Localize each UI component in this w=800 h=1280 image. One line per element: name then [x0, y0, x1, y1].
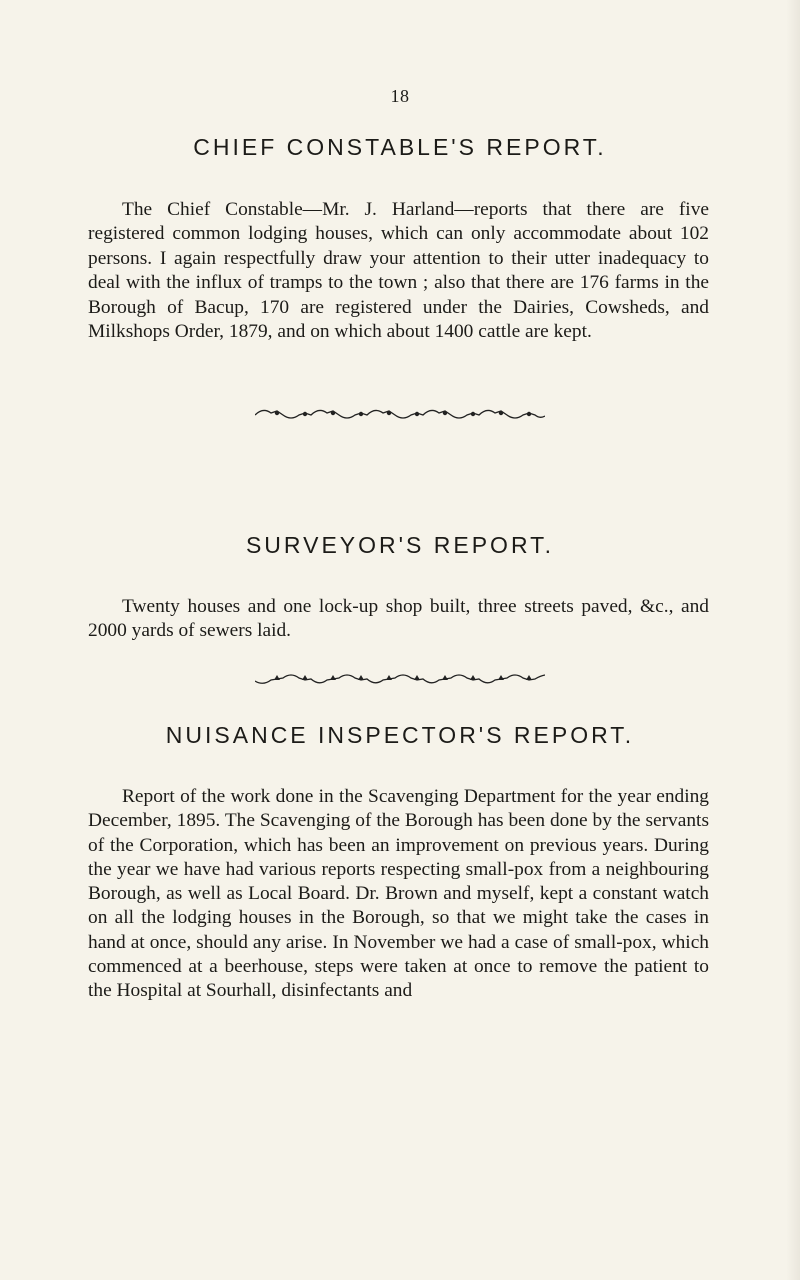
wavy-divider-icon [0, 670, 800, 690]
paragraph-surveyor: Twenty houses and one lock-up shop built, three streets paved, &c., and 2000 yards of sewers laid. [88, 596, 709, 642]
section-heading-nuisance-inspector: NUISANCE INSPECTOR'S REPORT. [165, 722, 635, 748]
page-edge-shadow [786, 0, 800, 1280]
section-heading-chief-constable: CHIEF CONSTABLE'S REPORT. [193, 134, 607, 160]
page-number: 18 [390, 86, 410, 106]
paragraph-nuisance-inspector: Report of the work done in the Scavenging Department for the year ending December, 1895. The Scavenging of the Borough has been done by the servants of the Corporation, which has been an improvement on previous years. During the year we have had various reports respecting small-pox from a neighbouring Borough, as well as Local Board. Dr. Brown and myself, kept a constant watch on all the lodging houses in the Borough, so that we might take the cases in hand at once, should any arise. In November we had a case of small-pox, which commenced at a beerhouse, steps were taken at once to remove the patient to the Hospital at Sourhall, disinfectants and [88, 786, 709, 1002]
section-heading-surveyor: SURVEYOR'S REPORT. [245, 532, 555, 558]
wavy-divider-icon [0, 405, 800, 425]
paragraph-chief-constable: The Chief Constable—Mr. J. Harland—reports that there are five registered common lodging houses, which can only accommodate about 102 persons. I again respectfully draw your attention to their utter inadequacy to deal with the influx of tramps to the town ; also that there are 176 farms in the Borough of Bacup, 170 are registered under the Dairies, Cowsheds, and Milkshops Order, 1879, and on which about 1400 cattle are kept. [88, 199, 709, 343]
